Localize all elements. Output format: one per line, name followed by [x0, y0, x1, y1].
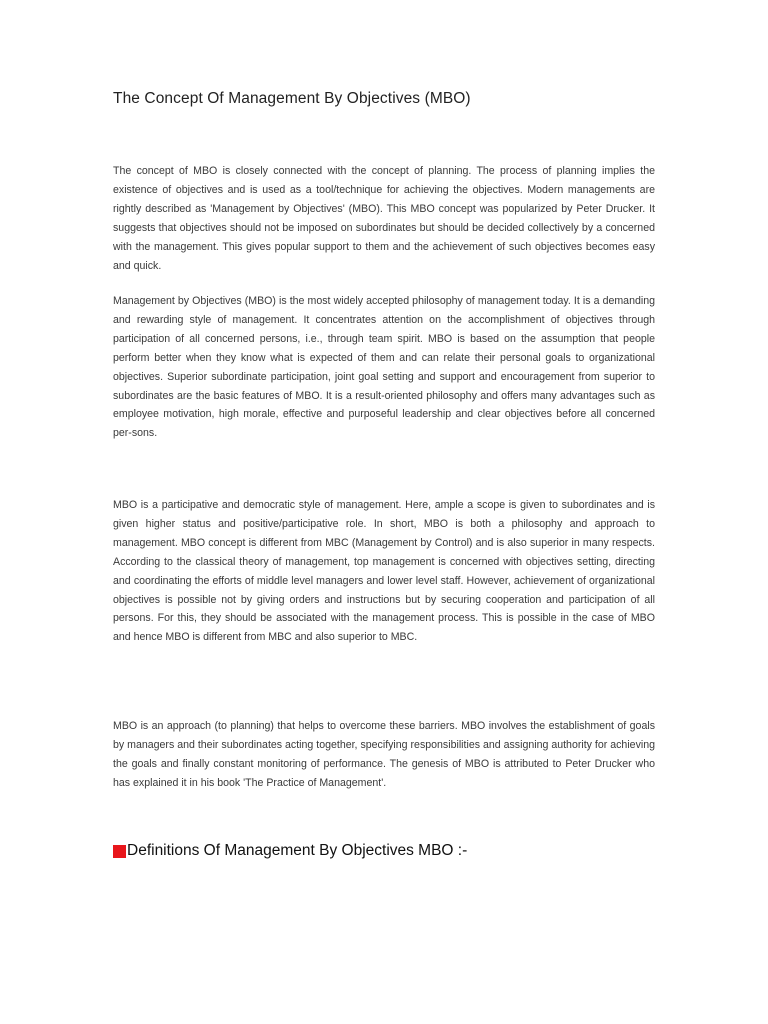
paragraph: MBO is an approach (to planning) that helps to overcome these barriers. MBO involves the establishment of goals by managers and their subordinates acting together, specifying responsibilities and assigning authority for achieving the goals and finally constant monitoring of performance. The genesis of MBO is attributed to Peter Drucker who has explained it in his book 'The Practice of Management'.: [113, 720, 655, 789]
page-title: The Concept Of Management By Objectives (MBO): [113, 90, 471, 107]
section-heading: [113, 842, 467, 860]
paragraph: MBO is a participative and democratic style of management. Here, ample a scope is given to subordinates and is given higher status and positive/participative role. In short, MBO is both a philosophy and approach to management. MBO concept is different from MBC (Management by Control) and is also superior in many respects. According to the classical theory of management, top management is concerned with objectives setting, directing and coordinating the efforts of middle level managers and lower level staff. However, achievement of organizational objectives is possible not by giving orders and instructions but by securing cooperation and participation of all persons. For this, they should be associated with the management process. This is possible in the case of MBO and hence MBO is different from MBC and also superior to MBC.: [113, 499, 655, 644]
paragraph: Management by Objectives (MBO) is the most widely accepted philosophy of management today. It is a demanding and rewarding style of management. It concentrates attention on the accomplishment of objectives through participation of all concerned persons, i.e., through team spirit. MBO is based on the assumption that people perform better when they know what is expected of them and can relate their personal goals to organizational objectives. Superior subordinate participation, joint goal setting and support and encouragement from superior to subordinates are the basic features of MBO. It is a result-oriented philosophy and offers many advantages such as employee motivation, high morale, effective and purposeful leadership and clear objectives before all concerned per-sons.: [113, 295, 655, 440]
red-square-icon: [113, 845, 126, 858]
section-heading-text: Definitions Of Management By Objectives MBO :-: [127, 842, 468, 859]
paragraph: The concept of MBO is closely connected with the concept of planning. The process of planning implies the existence of objectives and is used as a tool/technique for achieving the objectives. Modern managements are rightly described as 'Management by Objectives' (MBO). This MBO concept was popularized by Peter Drucker. It suggests that objectives should not be imposed on subordinates but should be decided collectively by a concerned with the management. This gives popular support to them and the achievement of such objectives becomes easy and quick.: [113, 165, 655, 272]
